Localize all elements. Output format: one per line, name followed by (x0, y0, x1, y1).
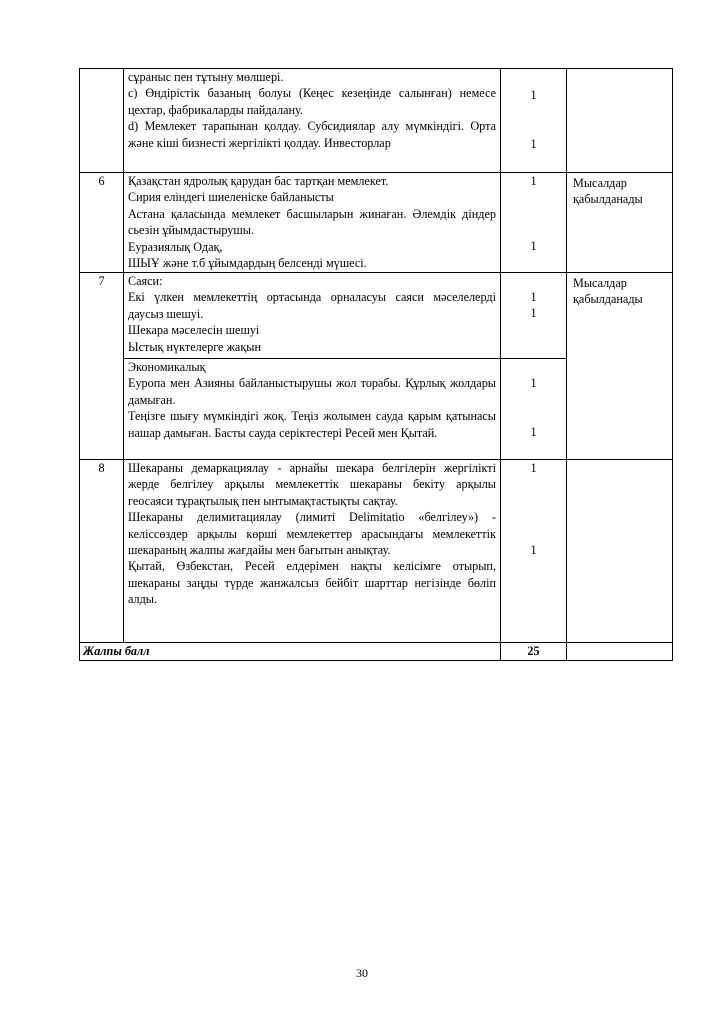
grading-table (79, 68, 673, 661)
score-value: 1 (530, 425, 537, 439)
table-row-8 (80, 460, 673, 643)
score-cell (501, 69, 567, 173)
answer-text: ШЫҰ және т.б ұйымдардың белсенді мүшесі. (128, 256, 367, 271)
row-number: 8 (80, 460, 124, 643)
answer-text: Шекараны делимитациялау (лимиті Delimitatio «белгілеу») - келіссөздер арқылы көрші мемлекеттер арасындағы мемлекеттік шекараның жалпы жағдайы мен бағытын анықтау. (128, 510, 496, 558)
answer-text: Қазақстан ядролық қарудан бас тартқан мемлекет. (128, 174, 389, 188)
score-value: 1 (530, 88, 537, 102)
answer-cell (124, 273, 501, 359)
answer-cell (124, 359, 501, 460)
score-value: 1 (530, 290, 537, 304)
answer-cell (124, 69, 501, 173)
table-row-6 (80, 173, 673, 273)
row-number: 6 (80, 173, 124, 273)
score-cell (501, 460, 567, 643)
table-row-7 (80, 273, 673, 359)
row-number (80, 69, 124, 173)
answer-text: Шекара мәселесін шешуі (128, 323, 260, 338)
score-value: 1 (530, 137, 537, 151)
answer-text: Ыстық нүктелерге жақын (128, 339, 261, 354)
answer-text: Екі үлкен мемлекеттің ортасында орналасуы саяси мәселелерді даусыз шешуі. (128, 290, 496, 321)
answer-text: Астана қаласында мемлекет басшыларын жинаған. Әлемдік діндер сьезін ұйымдастырушы. (128, 206, 496, 238)
total-label: Жалпы балл (80, 643, 501, 661)
total-value: 25 (501, 643, 567, 661)
answer-text: Шекараны демаркациялау - арнайы шекара белгілерін жергілікті жерде белгілеу арқылы мемлекеттік шекараны бекіту арқылы геосаяси тұрақтылық пен ынтымақтастықты сақтау. (128, 461, 496, 508)
score-value: 1 (530, 543, 537, 557)
answer-text: Еуразиялық Одақ, (128, 239, 223, 254)
answer-cell (124, 173, 501, 273)
score-value: 1 (530, 461, 537, 475)
page-number: 30 (356, 966, 368, 980)
note-cell (567, 69, 673, 173)
score-cell (501, 359, 567, 460)
total-note-cell (567, 643, 673, 661)
note-cell: Мысалдар қабылданады (567, 173, 673, 273)
answer-text: Экономикалық (128, 360, 206, 374)
note-cell: Мысалдар қабылданады (567, 273, 673, 460)
score-cell (501, 173, 567, 273)
total-row (80, 643, 673, 661)
score-cell (501, 273, 567, 359)
score-value: 1 (530, 239, 537, 253)
answer-text: Саяси: (128, 274, 163, 288)
answer-text: Еуропа мен Азияны байланыстырушы жол торабы. Құрлық жолдары дамыған. (128, 376, 496, 407)
answer-text: сұраныс пен тұтыну мөлшері. (128, 70, 284, 84)
answer-text: Сирия еліндегі шиеленіске байланысты (128, 190, 334, 205)
score-value: 1 (530, 376, 537, 390)
row-number: 7 (80, 273, 124, 460)
answer-text: c) Өндірістік базаның болуы (Кеңес кезеңінде салынған) немесе цехтар, фабрикаларды пайдалану. (128, 86, 496, 117)
note-cell (567, 460, 673, 643)
answer-text: d) Мемлекет тарапынан қолдау. Субсидиялар алу мүмкіндігі. Орта және кіші бизнесті жергілікті қолдау. Инвесторлар (128, 119, 496, 150)
score-value: 1 (530, 306, 537, 320)
answer-text: Қытай, Өзбекстан, Ресей елдерімен нақты келісімге отырып, шекараны заңды түрде жанжалсыз бейбіт шарттар негізінде бөліп алды. (128, 559, 496, 607)
answer-text: Теңізге шығу мүмкіндігі жоқ. Теңіз жолымен сауда қарым қатынасы нашар дамыған. Басты сауда серіктестері Ресей мен Қытай. (128, 409, 496, 440)
answer-cell (124, 460, 501, 643)
score-value: 1 (530, 174, 537, 188)
table-row-continuation (80, 69, 673, 173)
